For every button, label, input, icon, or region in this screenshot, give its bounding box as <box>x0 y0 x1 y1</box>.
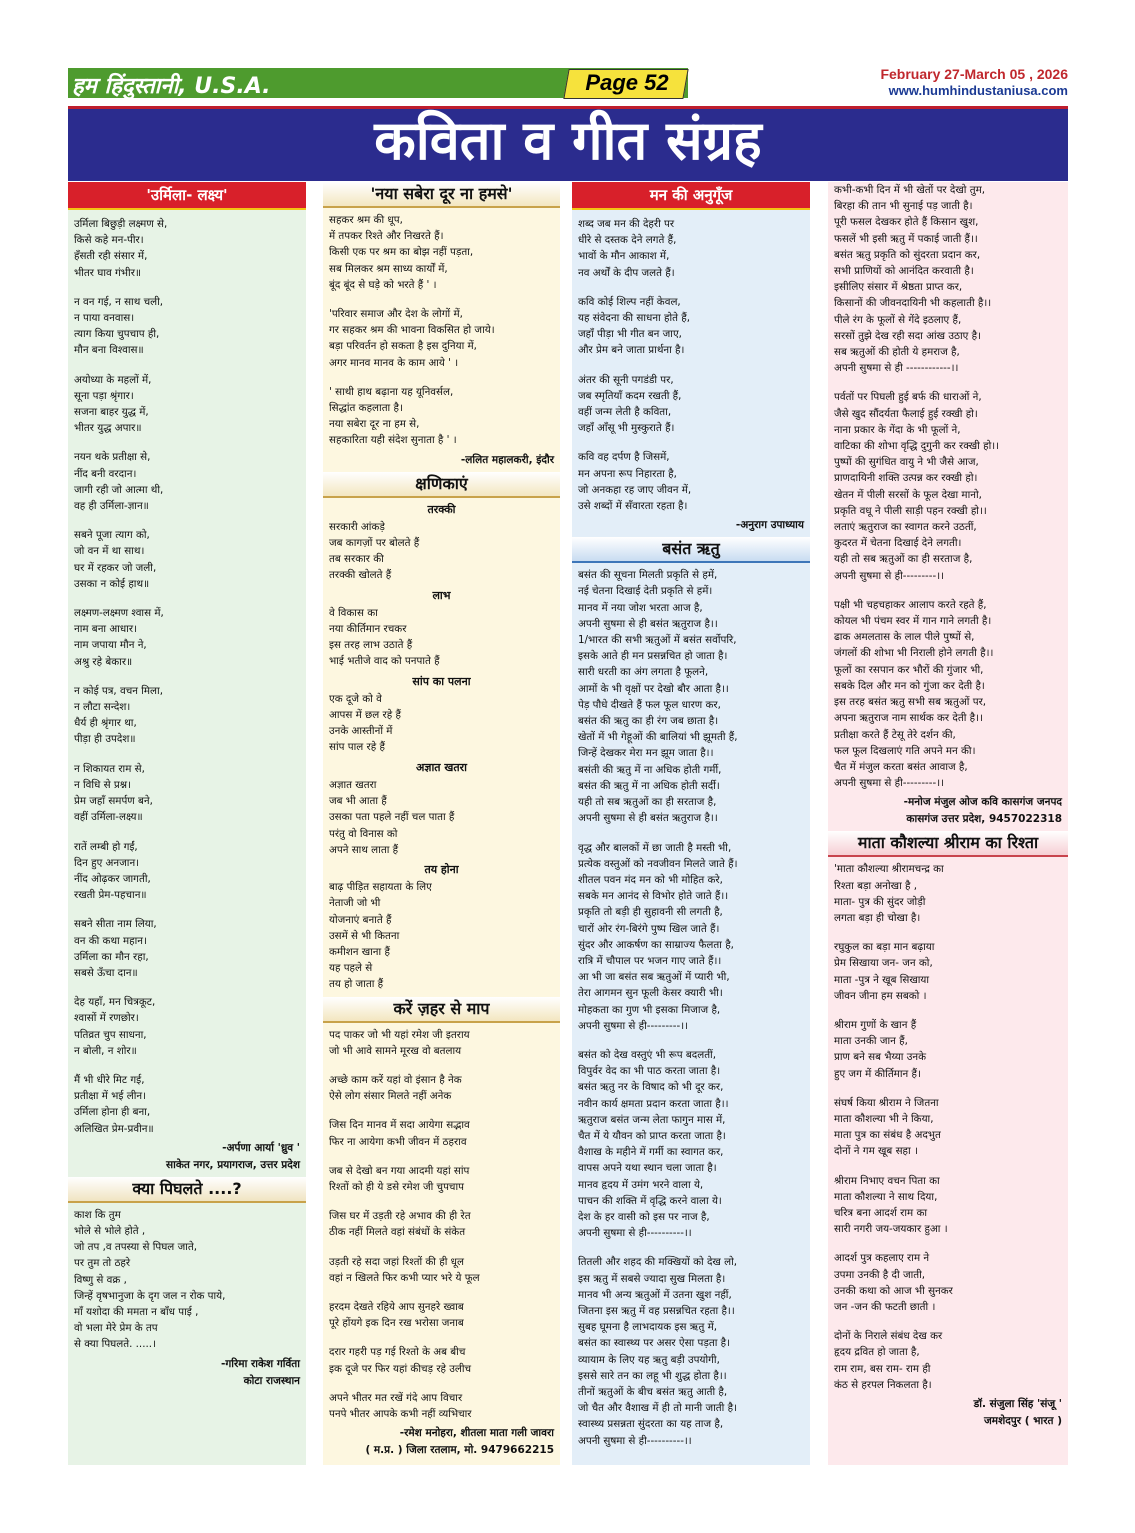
stanza: नयन थके प्रतीक्षा से, नींद बनी वरदान। जागी रही जो आत्मा थी, वह ही उर्मिला-ज्ञान॥ <box>74 451 164 513</box>
subheading: लाभ <box>432 588 451 602</box>
stanza: 'माता कौशल्या श्रीरामचन्द्र का रिश्ता बड़ा अनोखा है , माता- पुत्र की सुंदर जोड़ी लगता बड़ा ही चोखा है। <box>834 863 944 924</box>
stanza: रातें लम्बी हो गईं, दिन हुए अनजान। नींद ओढ़कर जागती, रखती प्रेम-पहचान॥ <box>74 840 151 902</box>
stanza: अंतर की सूनी पगडंडी पर, जब स्मृतियाँ कदम रखती हैं, वहीं जन्म लेती है कविता, जहाँ आँसू भी मुस्कुराते हैं। <box>578 373 682 435</box>
stanza: वृद्ध और बालकों में छा जाती है मस्ती भी, प्रत्येक वस्तुओं को नवजीवन मिलते जाते हैं। शीतल पवन मंद मन को भी मोहित करे, सबके मन आनंद से विभोर होते जाते हैं।। प्रकृति तो बड़ी ही सुहावनी सी लगती है, चारों ओर रंग-बिरंगे पुष्प खिल जाते हैं। सुंदर और आकर्षण का साम्राज्य फैलता है, रात्रि में चौपाल पर भजन गाए जाते हैं।। आ भी जा बसंत सब ऋतुओं में प्यारी भी, तेरा आगमन सुन फूली केसर क्यारी भी। मोहकता का गुण भी इसका मिजाज है, अपनी सुषमा से ही---------।। <box>578 841 738 1032</box>
stanza: श्रीराम गुणों के खान हैं माता उनकी जान हैं, प्राण बने सब भैय्या उनके हुए जग में कीर्तिमान हैं। <box>834 1018 927 1080</box>
stanza: तितली और शहद की मक्खियों को देख लो, इस ऋतु में सबसे ज्यादा सुख मिलता है। मानव भी अन्य ऋतुओं में उतना खुश नहीं, जितना इस ऋतु में वह प्रसन्नचित रहता है।। सुबह घूमना है लाभदायक इस ऋतु में, बसंत का स्वास्थ्य पर असर ऐसा पड़ता है। व्यायाम के लिए यह ऋतु बड़ी उपयोगी, इससे सारे तन का लहू भी शुद्ध होता है।। तीनों ऋतुओं के बीच बसंत ऋतु आती है, जो चैत और वैशाख में ही तो मानी जाती है। स्वास्थ्य प्रसन्नता सुंदरता का यह ताज है, अपनी सुषमा से ही----------।। <box>578 1256 738 1447</box>
page-title: कविता व गीत संग्रह <box>374 109 762 172</box>
subheading: अज्ञात खतरा <box>415 760 468 774</box>
stanza: बसंत को देख वस्तुएं भी रूप बदलतीं, विपुर्वर वेद का भी पाठ करता जाता है। बसंत ऋतु नर के विषाद को भी दूर कर, नवीन कार्य क्षमता प्रदान करता जाता है।। ऋतुराज बसंत जन्म लेता फागुन मास में, चैत में ये यौवन को प्राप्त करता जाता है। वैशाख के महीने में गर्मी का स्वागत कर, वापस अपने यथा स्थान चला जाता है। मानव हृदय में उमंग भरने वाला ये, पाचन की शक्ति में वृद्धि करने वाला ये। देश के हर वासी को इस पर नाज है, अपनी सुषमा से ही----------।। <box>578 1048 729 1240</box>
stanza: उड़ती रहे सदा जहां रिश्तों की ही धूल वहां न खिलते फिर कभी प्यार भरे ये फूल <box>329 1255 480 1284</box>
stanza: न शिकायत राम से, न विधि से प्रश्न। प्रेम जहाँ समर्पण बने, वहीं उर्मिला-लक्ष्य॥ <box>74 762 153 824</box>
poem-title-mata-kaushalya: माता कौशल्या श्रीराम का रिश्ता <box>828 831 1068 857</box>
subheading: तरक्की <box>427 502 456 516</box>
author-name: -अर्पणा आर्या 'ध्रुव ' <box>222 1141 300 1154</box>
stanza: आदर्श पुत्र कहलाए राम ने उपमा उनकी है दी जाती, उनकी कथा को आज भी सुनकर जन -जन की फटती छाती । <box>834 1252 953 1313</box>
stanza: बसंत की सूचना मिलती प्रकृति से हमें, नई चेतना दिखाई देती प्रकृति से हमें। मानव में नया जोश भरता आज है, अपनी सुषमा से ही बसंत ऋतुराज है।। 1/भारत की सभी ऋतुओं में बसंत सर्वोपरि, इसके आते ही मन प्रसन्नचित हो जाता है। सारी धरती का अंग लगता है फूलने, आमों के भी वृक्षों पर देखो बौर आता है।। पेड़ पौधे दीखते हैं फल फूल धारण कर, बसंत की ऋतु का ही रंग जब छाता है। खेतों में भी गेहूओं की बालियां भी झूमती हैं, जिन्हें देखकर मेरा मन झूम जाता है।। बसंती की ऋतु में ना अधिक होती गर्मी, बसंत की ऋतु में ना अधिक होती सर्दी। यही तो सब ऋतुओं का ही सरताज है, अपनी सुषमा से ही बसंत ऋतुराज है।। <box>578 569 738 825</box>
stanza: जिस दिन मानव में सदा आयेगा सद्भाव फिर ना आयेगा कभी जीवन में ठहराव <box>329 1119 470 1148</box>
author-place: साकेत नगर, प्रयागराज, उत्तर प्रदेश <box>166 1158 300 1171</box>
author-place: जमशेदपुर ( भारत ) <box>984 1415 1062 1427</box>
author-place: कोटा राजस्थान <box>243 1374 300 1387</box>
stanza: शब्द जब मन की देहरी पर धीरे से दस्तक देने लगते हैं, भावों के मौन आकाश में, नव अर्थों के दीप जलते हैं। <box>578 218 677 279</box>
stanza: अयोध्या के महलों में, सूना पड़ा श्रृंगार। सजना बाहर युद्ध में, भीतर युद्ध अपार॥ <box>74 373 152 435</box>
issue-date: February 27-March 05 , 2026 <box>880 66 1068 82</box>
stanza: जब से देखो बन गया आदमी यहां सांप रिश्तों को ही ये डसे रमेश जी चुपचाप <box>329 1164 470 1193</box>
column-2 <box>323 182 560 1465</box>
stanza: जिस घर में उड़ती रहे अभाव की ही रेत ठीक नहीं मिलते वहां संबंधों के संकेत <box>329 1210 471 1239</box>
stanza: लक्ष्मण-लक्ष्मण श्वास में, नाम बना आधार। नाम जपाया मौन ने, अश्रु रहे बेकार॥ <box>74 607 164 668</box>
column-3 <box>572 182 810 1465</box>
subheading: सांप का पलना <box>412 674 471 688</box>
stanza: रघुकुल का बड़ा मान बढ़ाया प्रेम सिखाया जन- जन को, माता -पुत्र ने खूब सिखाया जीवन जीना हम सबको । <box>834 941 935 1002</box>
poem-title-man-ki-anugoonj: मन की अनुगूँज <box>572 182 810 210</box>
stanza: देह यहाँ, मन चित्रकूट, श्वासों में रणछोर। पतिव्रत चुप साधना, न बोली, न शोर॥ <box>74 996 156 1057</box>
stanza: न वन गई, न साथ चली, न पाया वनवास। त्याग किया चुपचाप ही, मौन बना विश्वास॥ <box>74 295 164 357</box>
stanza: न कोई पत्र, वचन मिला, न लौटा सन्देश। धैर्य ही श्रृंगार था, पीड़ा ही उपदेश॥ <box>74 684 163 746</box>
stanza: सबने सीता नाम लिया, वन की कथा महान। उर्मिला का मौन रहा, सबसे ऊँचा दान॥ <box>74 918 157 979</box>
stanza: कभी-कभी दिन में भी खेतों पर देखो तुम, बिरहा की तान भी सुनाई पड़ जाती है। पूरी फसल देखकर होते हैं किसान खुश, फसलें भी इसी ऋतु में पकाई जाती हैं।। बसंत ऋतु प्रकृति को सुंदरता प्रदान कर, सभी प्राणियों को आनंदित करवाती है। इसीलिए संसार में श्रेष्ठता प्राप्त कर, किसानों की जीवनदायिनी भी कहलाती है।। पीले रंग के फूलों से गेंदे इठलाए हैं, सरसों तुझे देख रही सदा आंख उठाए है। सब ऋतुओं की होती ये हमराज है, अपनी सुषमा से ही ------------।। <box>834 184 992 375</box>
stanza: बाढ़ पीड़ित सहायता के लिए नेताजी जो भी योजनाएं बनाते हैं उसमें से भी कितना कमीशन खाना हैं यह पहले से तय हो जाता हैं <box>329 881 432 991</box>
stanza: सरकारी आंकड़े जब कागज़ों पर बोलते हैं तब सरकार की तरक्की खोलते हैं <box>329 520 420 582</box>
stanza: पर्वतों पर पिघली हुई बर्फ की धाराओं ने, जैसे खुद सौंदर्यता फैलाई हुई रक्खी हो। नाना प्रकार के गेंदा के भी फूलों ने, वाटिका की शोभा वृद्धि दुगुनी कर रक्खी हो।। पुष्पों की सुगंधित वायु ने भी जैसे आज, प्राणदायिनी शक्ति उत्पन्न कर रक्खी हो। खेतन में पीली सरसों के फूल देखा मानो, प्रकृति वधू ने पीली साड़ी पहन रक्खी हो।। लताएं ऋतुराज का स्वागत करने उठतीं, कुदरत में चेतना दिखाई देने लगती। यही तो सब ऋतुओं का ही सरताज है, अपनी सुषमा से ही---------।। <box>834 391 1000 582</box>
column-4 <box>828 182 1068 1465</box>
stanza: दरार गहरी पड़ गई रिश्तो के अब बीच इक दूजे पर फिर यहां कीचड़ रहे उलीच <box>329 1346 472 1375</box>
stanza: हरदम देखते रहिये आप सुनहरे ख्वाब पूरे होंयगे इक दिन रख भरोसा जनाब <box>329 1300 464 1330</box>
stanza: वे विकास का नया कीर्तिमान रचकर इस तरह लाभ उठाते हैं भाई भतीजे वाद को पनपाते हैं <box>329 606 440 668</box>
author-name: -मनोज मंजुल ओज कवि कासगंज जनपद <box>903 796 1062 809</box>
poem-title-basant-ritu: बसंत ऋतु <box>572 537 810 563</box>
subheading: तय होना <box>424 862 459 876</box>
stanza: पद पाकर जो भी यहां रमेश जी इतराय जो भी आवे सामने मूरख वो बतलाय <box>329 1028 470 1057</box>
author-name: डॉ. संजुला सिंह 'संजू ' <box>973 1398 1062 1410</box>
stanza: एक दूजे को वे आपस में छल रहे हैं उनके आस्तीनों में सांप पाल रहे हैं <box>329 692 401 754</box>
stanza: सबने पूजा त्याग को, जो वन में था साथ। घर में रहकर जो जली, उसका न कोई हाथ॥ <box>74 529 157 590</box>
author-name: -गरिमा राकेश गर्विता <box>221 1357 300 1370</box>
author-name: -रमेश मनोहरा, शीतला माता गली जावरा <box>399 1427 554 1440</box>
brand-name: हम हिंदुस्तानी, U.S.A. <box>72 74 271 99</box>
website-link[interactable]: www.humhindustaniusa.com <box>888 83 1068 98</box>
stanza: उर्मिला बिछुड़ी लक्ष्मण से, किसे कहे मन-पीर। हँसती रही संसार में, भीतर घाव गंभीर॥ <box>74 218 168 279</box>
author-name: -अनुराग उपाध्याय <box>735 519 804 532</box>
page-number: Page 52 <box>585 70 669 95</box>
poem-title-zahar-se-maap: करें ज़हर से माप <box>323 997 560 1023</box>
stanza: अज्ञात खतरा जब भी आता हैं उसका पता पहले नहीं चल पाता हैं परंतु वो विनास को अपने साथ लाता हैं <box>329 778 455 856</box>
stanza: अपने भीतर मत रखें गंदे आप विचार पनपे भीतर आपके कभी नहीं व्यभिचार <box>329 1391 472 1420</box>
stanza: काश कि तुम भोले से भोले होते , जो तप ,व तपस्या से पिघल जाते, पर तुम तो ठहरे विष्णु से वक्र , जिन्हें वृषभानुजा के दृग जल न रोक पाये, माँ यशोदा की ममता न बाँध पाई , वो भला मेरे प्रेम के तप से क्या पिघलते. .....। <box>74 1208 226 1351</box>
author-name: -ललित महालकरी, इंदौर <box>460 453 554 466</box>
stanza: श्रीराम निभाए वचन पिता का माता कौशल्या ने साथ दिया, चरित्र बना आदर्श राम का सारी नगरी जय-जयकार हुआ । <box>834 1174 948 1236</box>
stanza: दोनों के निराले संबंध देख कर हृदय द्रवित हो जाता है, राम राम, बस राम- राम ही कंठ से हरपल निकलता है। <box>834 1330 943 1391</box>
stanza: संघर्ष किया श्रीराम ने जितना माता कौशल्या भी ने किया, माता पुत्र का संबंध है अदभुत दोनों ने गम खूब सहा । <box>834 1096 941 1158</box>
stanza: कवि कोई शिल्प नहीं केवल, यह संवेदना की साधना होते हैं, जहाँ पीड़ा भी गीत बन जाए, और प्रेम बने जाता प्रार्थना है। <box>578 295 691 357</box>
poem-title-kshanikayen: क्षणिकाएं <box>323 472 560 498</box>
poem-title-kya-pighalte: क्या पिघलते ....? <box>68 1177 306 1203</box>
stanza: मैं भी धीरे मिट गई, प्रतीक्षा में भई लीन। उर्मिला होना ही बना, अलिखित प्रेम-प्रवीन॥ <box>74 1073 154 1135</box>
stanza: सहकर श्रम की धूप, में तपकर रिश्ते और निखरते हैं। किसी एक पर श्रम का बोझ नहीं पड़ता, सब मिलकर श्रम साध्य कार्यों में, बूंद बूंद से घड़े को भरते हैं ' । <box>329 214 474 291</box>
stanza: कवि वह दर्पण है जिसमें, मन अपना रूप निहारता है, जो अनकहा रह जाए जीवन में, उसे शब्दों में सँवारता रहता है। <box>578 451 692 513</box>
stanza: 'परिवार समाज और देश के लोगों में, गर सहकर श्रम की भावना विकसित हो जाये। बड़ा परिवर्तन हो सकता है इस दुनिया में, अगर मानव मानव के काम आये ' । <box>329 308 495 369</box>
stanza: ' साथी हाथ बढ़ाना यह यूनिवर्सल, सिद्धांत कहलाता है। नया सबेरा दूर ना हम से, सहकारिता यही संदेश सुनाता है ' । <box>329 385 457 447</box>
column-1 <box>68 182 306 1465</box>
author-place: ( म.प्र. ) जिला रतलाम, मो. 9479662215 <box>365 1444 554 1457</box>
author-place: कासगंज उत्तर प्रदेश, 9457022318 <box>906 813 1062 826</box>
poem-title-urmila: 'उर्मिला- लक्ष्य' <box>68 182 306 210</box>
poem-title-naya-sabera: 'नया सबेरा दूर ना हमसे' <box>323 182 560 208</box>
stanza: अच्छे काम करें यहां वो इंसान है नेक ऐसे लोग संसार मिलते नहीं अनेक <box>329 1073 462 1103</box>
stanza: पक्षी भी चहचहाकर आलाप करते रहते हैं, कोयल भी पंचम स्वर में गान गाने लगती है। ढाक अमलतास के लाल पीले पुष्पों से, जंगलों की शोभा भी निराली होने लगती है।। फूलों का रसपान कर भौरों की गुंजार भी, सबके दिल और मन को गुंजा कर देती है। इस तरह बसंत ऋतु सभी सब ऋतुओं पर, अपना ऋतुराज नाम सार्थक कर देती है।। प्रतीक्षा करते हैं टेसू तेरे दर्शन की, फल फूल दिखलाएं गति अपने मन की। चैत में मंजुल करता बसंत आवाज है, अपनी सुषमा से ही---------।। <box>834 598 994 790</box>
